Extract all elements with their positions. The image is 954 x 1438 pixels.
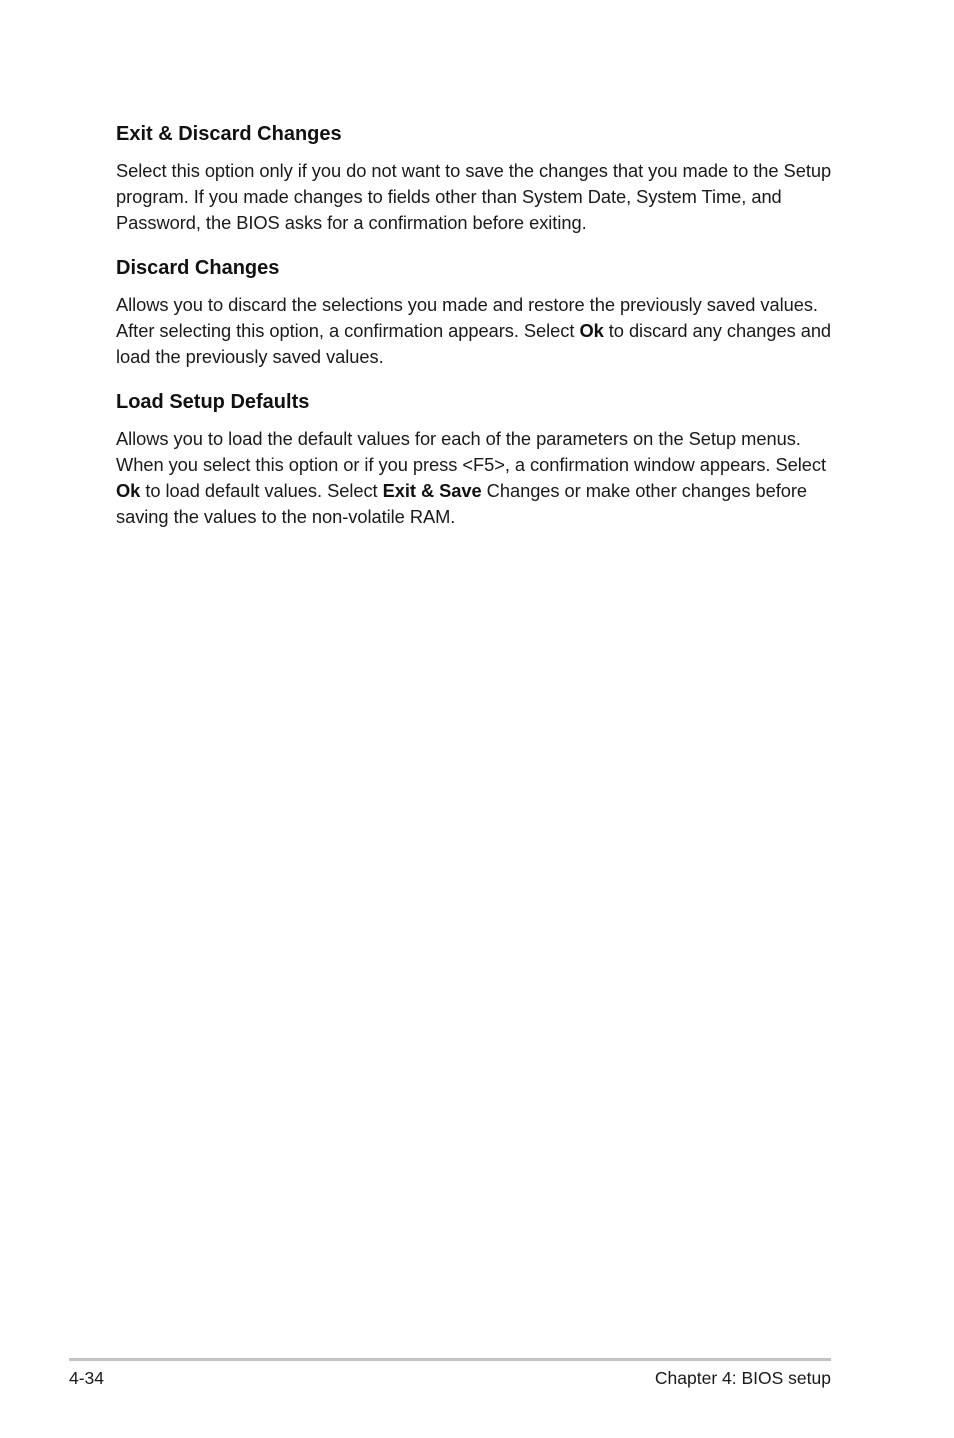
footer-divider [69, 1358, 831, 1361]
section-load-setup-defaults [116, 388, 836, 530]
body-text: Changes or make other changes before saving the values to the non-volatile RAM. [116, 480, 808, 527]
document-content [116, 120, 836, 548]
section-body [116, 158, 836, 236]
body-text: to discard any changes and load the previously saved values. [116, 320, 832, 367]
section-body [116, 426, 836, 530]
bold-term: Exit & Save [382, 480, 482, 501]
body-text: Select this option only if you do not want to save the changes that you made to the Setup program. If you made changes to fields other than System Date, System Time, and Password, the BIOS asks for a confirmation before exiting. [116, 160, 832, 233]
chapter-title: Chapter 4: BIOS setup [654, 1368, 831, 1388]
section-body [116, 292, 836, 370]
bold-term: Ok [116, 480, 141, 501]
section-discard-changes [116, 254, 836, 370]
page-number: 4-34 [69, 1368, 105, 1388]
body-text: to load default values. Select [140, 480, 383, 501]
section-heading: Exit & Discard Changes [116, 123, 342, 145]
body-text: Allows you to discard the selections you made and restore the previously saved values. After selecting this option, a confirmation appears. Select [116, 294, 818, 341]
bold-term: Ok [579, 320, 604, 341]
section-heading: Load Setup Defaults [116, 391, 310, 413]
body-text: Allows you to load the default values for each of the parameters on the Setup menus. When you select this option or if you press <F5>, a confirmation window appears. Select [116, 428, 827, 475]
section-exit-discard-changes [116, 120, 836, 236]
section-heading: Discard Changes [116, 257, 280, 279]
